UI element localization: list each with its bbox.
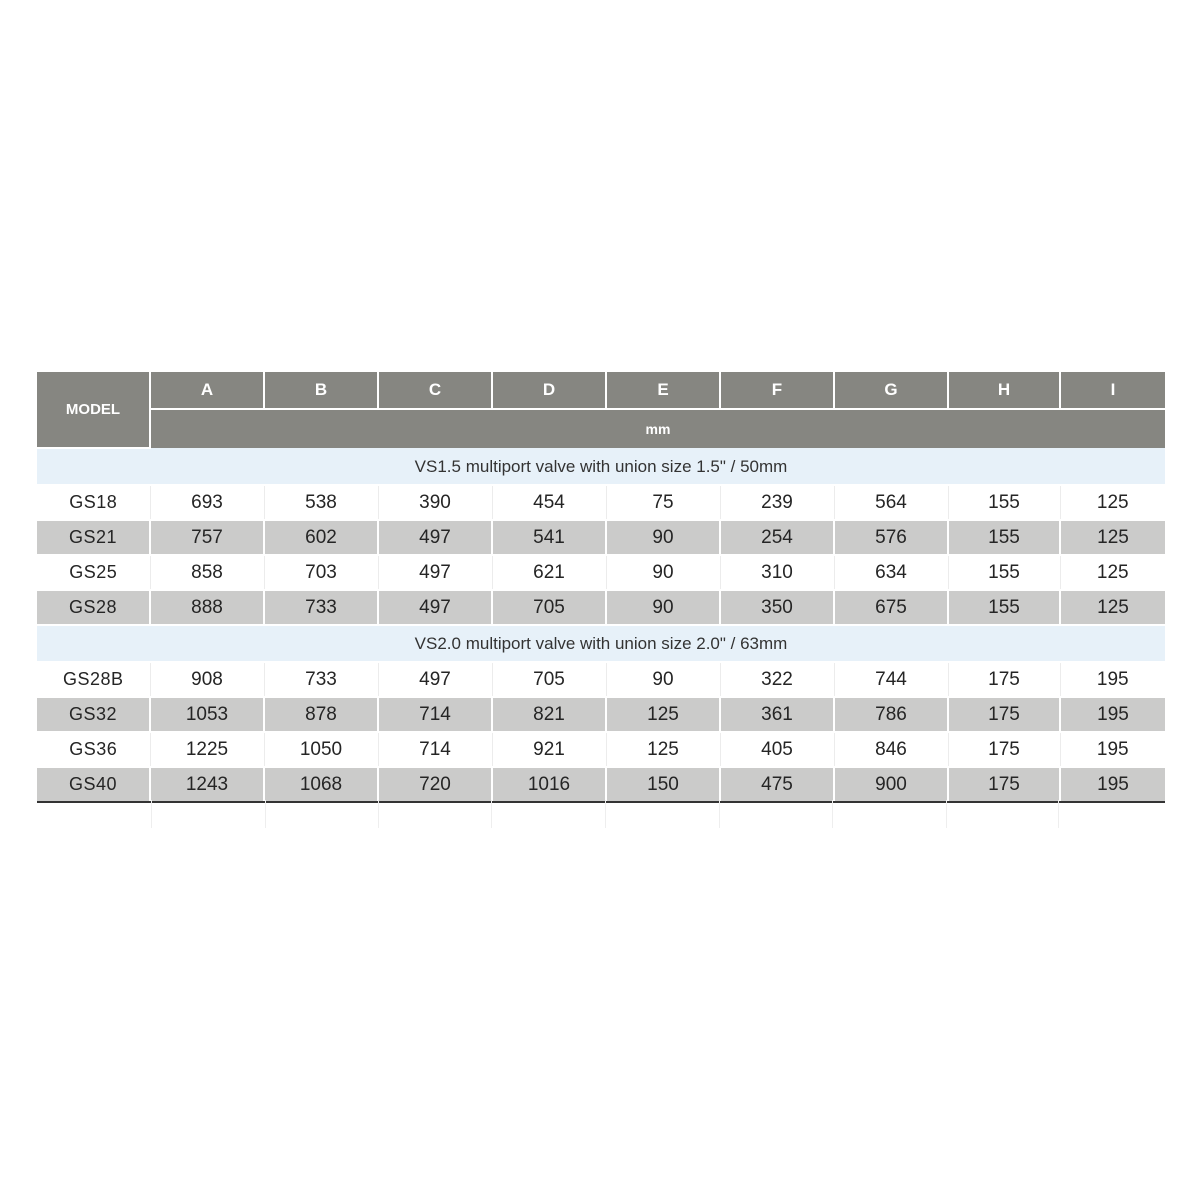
value-cell-i: 195 (1060, 732, 1165, 767)
value-cell-i: 125 (1060, 555, 1165, 590)
model-cell: GS40 (37, 767, 150, 802)
model-cell: GS36 (37, 732, 150, 767)
value-cell-a: 858 (150, 555, 264, 590)
section-row (37, 625, 1165, 662)
value-cell-e: 125 (606, 697, 720, 732)
value-cell-d: 1016 (492, 767, 606, 802)
model-cell: GS28B (37, 662, 150, 697)
value-cell-f: 405 (720, 732, 834, 767)
model-cell: GS21 (37, 520, 150, 555)
value-cell-e: 90 (606, 662, 720, 697)
value-cell-f: 239 (720, 485, 834, 520)
value-cell-c: 720 (378, 767, 492, 802)
section-row (37, 448, 1165, 485)
section-title: VS2.0 multiport valve with union size 2.0" / 63mm (37, 625, 1165, 662)
value-cell-h: 175 (948, 697, 1060, 732)
table-row (37, 662, 1165, 697)
table-body (37, 448, 1165, 802)
value-cell-e: 90 (606, 520, 720, 555)
value-cell-f: 475 (720, 767, 834, 802)
column-header-b: B (264, 372, 378, 409)
value-cell-f: 322 (720, 662, 834, 697)
column-header-a: A (150, 372, 264, 409)
column-header-h: H (948, 372, 1060, 409)
value-cell-c: 497 (378, 520, 492, 555)
table-row (37, 697, 1165, 732)
column-header-g: G (834, 372, 948, 409)
value-cell-c: 714 (378, 732, 492, 767)
value-cell-b: 878 (264, 697, 378, 732)
value-cell-d: 541 (492, 520, 606, 555)
value-cell-d: 621 (492, 555, 606, 590)
column-header-c: C (378, 372, 492, 409)
value-cell-h: 155 (948, 485, 1060, 520)
value-cell-h: 155 (948, 590, 1060, 625)
value-cell-f: 361 (720, 697, 834, 732)
value-cell-i: 125 (1060, 590, 1165, 625)
model-cell: GS32 (37, 697, 150, 732)
value-cell-f: 254 (720, 520, 834, 555)
value-cell-g: 634 (834, 555, 948, 590)
value-cell-c: 714 (378, 697, 492, 732)
table-footer-gridlines (0, 800, 1200, 830)
table-row (37, 767, 1165, 802)
value-cell-e: 90 (606, 590, 720, 625)
table-row (37, 520, 1165, 555)
value-cell-a: 888 (150, 590, 264, 625)
value-cell-b: 703 (264, 555, 378, 590)
model-cell: GS28 (37, 590, 150, 625)
value-cell-d: 454 (492, 485, 606, 520)
table-row (37, 485, 1165, 520)
value-cell-h: 175 (948, 732, 1060, 767)
model-column-header: MODEL (37, 372, 150, 448)
value-cell-b: 1050 (264, 732, 378, 767)
value-cell-g: 744 (834, 662, 948, 697)
value-cell-h: 155 (948, 520, 1060, 555)
value-cell-g: 576 (834, 520, 948, 555)
value-cell-h: 155 (948, 555, 1060, 590)
value-cell-f: 350 (720, 590, 834, 625)
value-cell-b: 538 (264, 485, 378, 520)
value-cell-h: 175 (948, 767, 1060, 802)
value-cell-g: 675 (834, 590, 948, 625)
unit-header-row (37, 409, 1165, 448)
value-cell-g: 786 (834, 697, 948, 732)
section-title: VS1.5 multiport valve with union size 1.5" / 50mm (37, 448, 1165, 485)
value-cell-a: 757 (150, 520, 264, 555)
unit-header: mm (150, 409, 1165, 448)
value-cell-i: 195 (1060, 697, 1165, 732)
value-cell-i: 125 (1060, 485, 1165, 520)
value-cell-e: 90 (606, 555, 720, 590)
value-cell-d: 705 (492, 590, 606, 625)
value-cell-b: 733 (264, 590, 378, 625)
value-cell-g: 846 (834, 732, 948, 767)
column-header-i: I (1060, 372, 1165, 409)
value-cell-e: 125 (606, 732, 720, 767)
value-cell-c: 497 (378, 555, 492, 590)
model-cell: GS18 (37, 485, 150, 520)
value-cell-a: 1243 (150, 767, 264, 802)
table-row (37, 590, 1165, 625)
value-cell-d: 821 (492, 697, 606, 732)
value-cell-h: 175 (948, 662, 1060, 697)
table-row (37, 555, 1165, 590)
value-cell-e: 150 (606, 767, 720, 802)
value-cell-b: 602 (264, 520, 378, 555)
value-cell-d: 921 (492, 732, 606, 767)
value-cell-a: 1053 (150, 697, 264, 732)
column-header-f: F (720, 372, 834, 409)
value-cell-d: 705 (492, 662, 606, 697)
column-header-e: E (606, 372, 720, 409)
column-header-d: D (492, 372, 606, 409)
value-cell-i: 195 (1060, 767, 1165, 802)
table-row (37, 732, 1165, 767)
value-cell-c: 497 (378, 662, 492, 697)
value-cell-a: 1225 (150, 732, 264, 767)
value-cell-c: 497 (378, 590, 492, 625)
value-cell-a: 908 (150, 662, 264, 697)
value-cell-e: 75 (606, 485, 720, 520)
value-cell-f: 310 (720, 555, 834, 590)
value-cell-c: 390 (378, 485, 492, 520)
value-cell-g: 564 (834, 485, 948, 520)
value-cell-b: 733 (264, 662, 378, 697)
value-cell-b: 1068 (264, 767, 378, 802)
value-cell-i: 125 (1060, 520, 1165, 555)
dimensions-table (37, 372, 1165, 803)
value-cell-a: 693 (150, 485, 264, 520)
model-cell: GS25 (37, 555, 150, 590)
value-cell-g: 900 (834, 767, 948, 802)
value-cell-i: 195 (1060, 662, 1165, 697)
column-header-row (37, 372, 1165, 409)
